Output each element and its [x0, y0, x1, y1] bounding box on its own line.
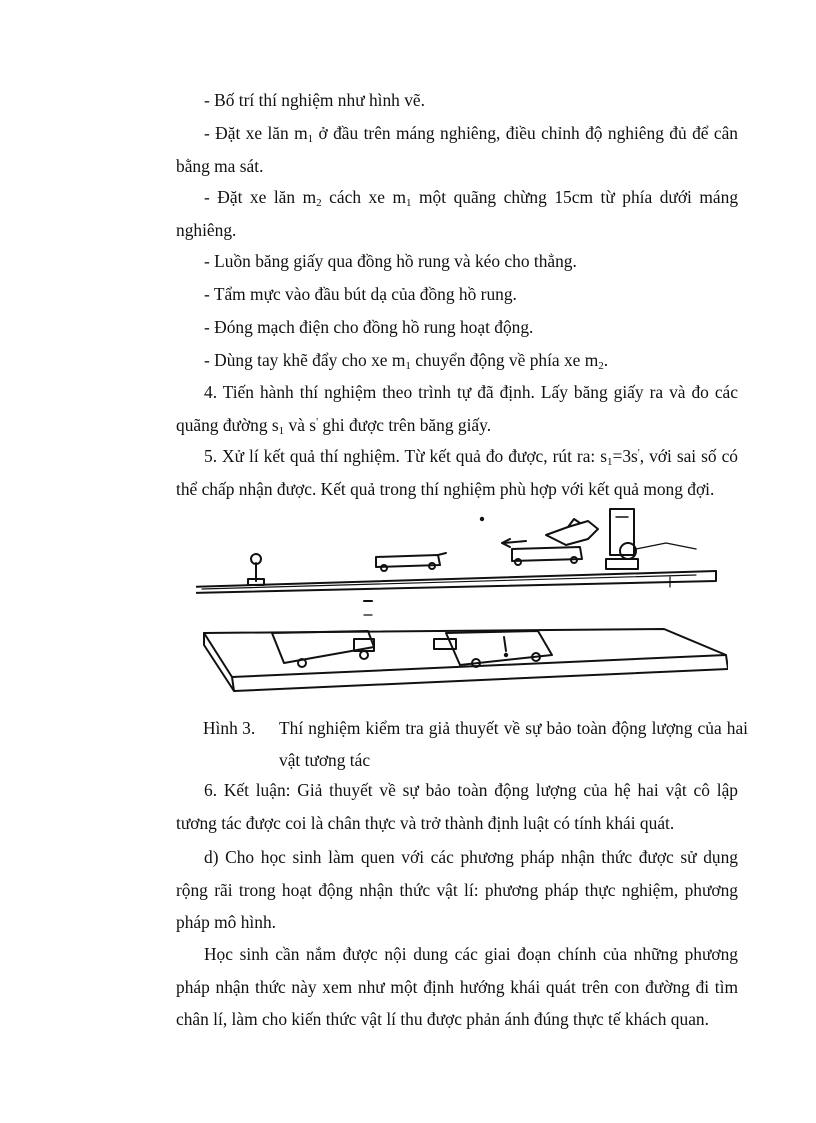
step-place-m1: - Đặt xe lăn $m_1$ ở đầu trên máng nghiêng, điều chỉnh độ nghiêng đủ để cân bằng ma sát. — [176, 123, 738, 176]
step-tape: - Luồn băng giấy qua đồng hồ rung và kéo cho thẳng. — [204, 251, 577, 271]
paragraph-5: 5. Xử lí kết quả thí nghiệm. Từ kết quả đo được, rút ra: $s_1=3s'$, với sai số có thể chấp nhận được. Kết quả trong thí nghiệm phù hợp với kết quả mong đợi. — [176, 446, 738, 499]
step-setup: - Bố trí thí nghiệm như hình vẽ. — [204, 90, 425, 110]
paragraph-d: d) Cho học sinh làm quen với các phương pháp nhận thức được sử dụng rộng rãi trong hoạt động nhận thức vật lí: phương pháp thực nghiệm, phương pháp mô hình. — [176, 847, 738, 932]
step-place-m2: - Đặt xe lăn $m_2$ cách xe $m_1$ một quãng chừng 15cm từ phía dưới máng nghiêng. — [176, 187, 739, 240]
step-ink: - Tẩm mực vào đầu bút dạ của đồng hồ rung. — [204, 284, 517, 304]
step-circuit: - Đóng mạch điện cho đồng hồ rung hoạt động. — [204, 317, 534, 337]
figure-label: Hình 3. — [203, 718, 256, 738]
paragraph-last: Học sinh cần nắm được nội dung các giai đoạn chính của những phương pháp nhận thức này xem như một định hướng khái quát trên con đường đi tìm chân lí, làm cho kiến thức vật lí thu được phản ánh đúng thực tế khách quan. — [176, 944, 738, 1029]
figure-caption-text: Thí nghiệm kiểm tra giả thuyết về sự bảo toàn động lượng của hai vật tương tác — [279, 718, 748, 770]
step-push: - Dùng tay khẽ đẩy cho xe $m_1$ chuyển động về phía xe $m_2$. — [204, 350, 609, 372]
paragraph-6: 6. Kết luận: Giả thuyết về sự bảo toàn động lượng của hệ hai vật cô lập tương tác được coi là chân thực và trở thành định luật có tính khái quát. — [176, 780, 738, 833]
experiment-figure — [196, 505, 728, 701]
paragraph-4: 4. Tiến hành thí nghiệm theo trình tự đã định. Lấy băng giấy ra và đo các quãng đường $s_1$ và s' ghi được trên băng giấy. — [176, 382, 738, 437]
